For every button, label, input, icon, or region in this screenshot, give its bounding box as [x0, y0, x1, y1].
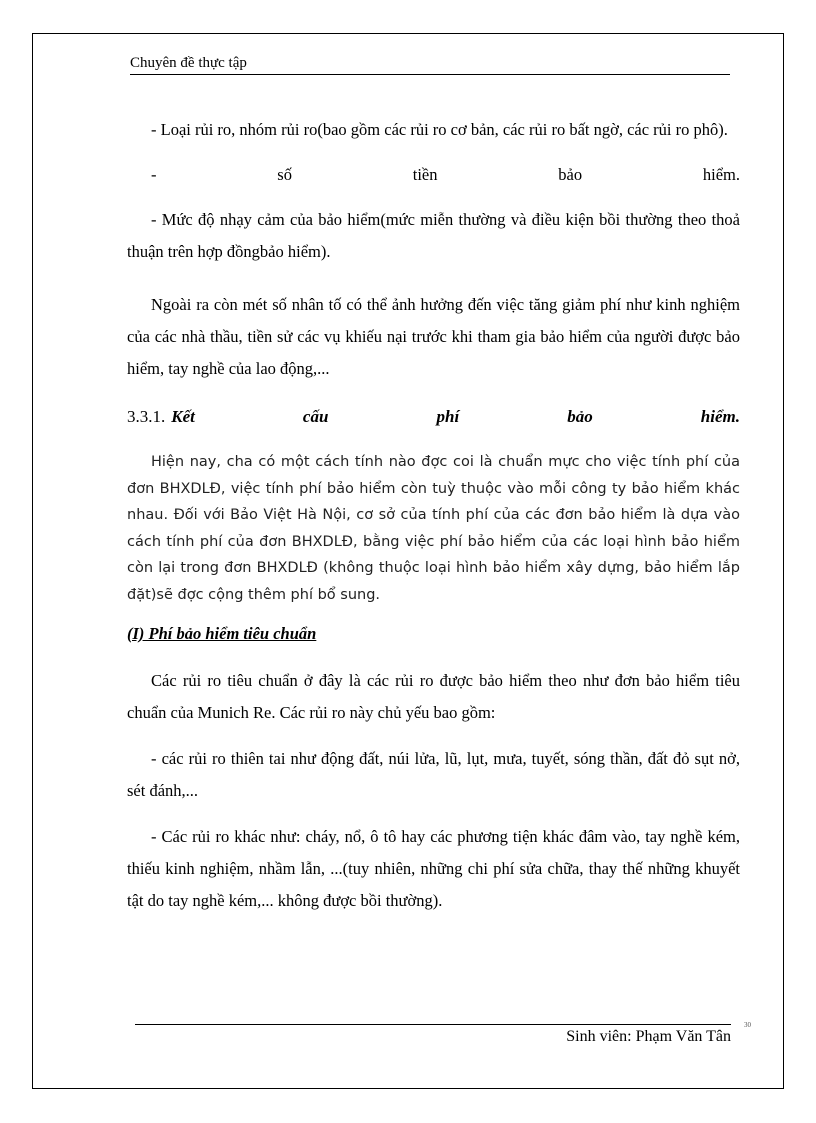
- section-number: 3.3.1.: [127, 407, 166, 426]
- spread-word: -: [151, 165, 157, 184]
- paragraph-standard-risks: Các rủi ro tiêu chuẩn ở đây là các rủi ro được bảo hiểm theo như đơn bảo hiểm tiêu chuẩn của Munich Re. Các rủi ro này chủ yếu bao gồm:: [127, 671, 740, 722]
- paragraph-sensitivity: - Mức độ nhạy cảm của bảo hiểm(mức miễn thường và điều kiện bồi thường theo thoả thuận trên hợp đồngbảo hiểm).: [127, 210, 740, 261]
- page-number: 30: [744, 1021, 751, 1029]
- spread-word: bảo: [558, 165, 583, 184]
- heading-word: Kết: [171, 407, 195, 426]
- spread-word: hiểm.: [702, 165, 740, 184]
- paragraph-natural-disasters: - các rủi ro thiên tai như động đất, núi lửa, lũ, lụt, mưa, tuyết, sóng thần, đất đỏ sụt nở, sét đánh,...: [127, 749, 740, 800]
- spread-word: tiền: [412, 165, 438, 184]
- subsection-title: (I) Phí bảo hiểm tiêu chuẩn: [127, 624, 317, 643]
- footer-divider: [135, 1024, 731, 1025]
- section-body-paragraph: Hiện nay, cha có một cách tính nào đợc coi là chuẩn mực cho việc tính phí của đơn BHXDLĐ, việc tính phí bảo hiểm còn tuỳ thuộc vào mỗi công ty bảo hiểm khác nhau. Đối với Bảo Việt Hà Nội, cơ sở của tính phí của các đơn bảo hiểm là dựa vào cách tính phí của đơn BHXDLĐ, bằng việc phí bảo hiểm của các loại hình bảo hiểm còn lại trong đơn BHXDLĐ (không thuộc loại hình bảo hiểm xây dựng, bảo hiểm lắp đặt)sẽ đợc cộng thêm phí bổ sung.: [127, 454, 740, 603]
- heading-word: cấu: [302, 407, 329, 426]
- heading-word: bảo: [567, 407, 593, 426]
- header-title: Chuyên đề thực tập: [130, 55, 247, 71]
- paragraph-other-factors: Ngoài ra còn mét số nhân tố có thể ảnh hưởng đến việc tăng giảm phí như kinh nghiệm của các nhà thầu, tiền sử các vụ khiếu nại trước khi tham gia bảo hiểm của người được bảo hiểm, tay nghề của lao động,...: [127, 295, 740, 378]
- student-name: Sinh viên: Phạm Văn Tân: [566, 1028, 731, 1045]
- section-heading: [127, 405, 740, 429]
- page-footer: [130, 1027, 731, 1047]
- paragraph-sum-insured: [127, 159, 740, 191]
- paragraph-risk-type: - Loại rủi ro, nhóm rủi ro(bao gồm các rủi ro cơ bản, các rủi ro bất ngờ, các rủi ro phô).: [151, 120, 728, 139]
- page-header: [130, 53, 730, 75]
- document-body: [127, 114, 740, 917]
- heading-word: phí: [436, 407, 460, 426]
- paragraph-other-risks: - Các rủi ro khác như: cháy, nổ, ô tô hay các phương tiện khác đâm vào, tay nghề kém, thiếu kinh nghiệm, nhầm lẫn, ...(tuy nhiên, những chi phí sửa chữa, thay thế những khuyết tật do tay nghề kém,... không được bồi thường).: [127, 827, 740, 910]
- heading-word: hiểm.: [700, 407, 740, 426]
- spread-word: số: [277, 165, 292, 184]
